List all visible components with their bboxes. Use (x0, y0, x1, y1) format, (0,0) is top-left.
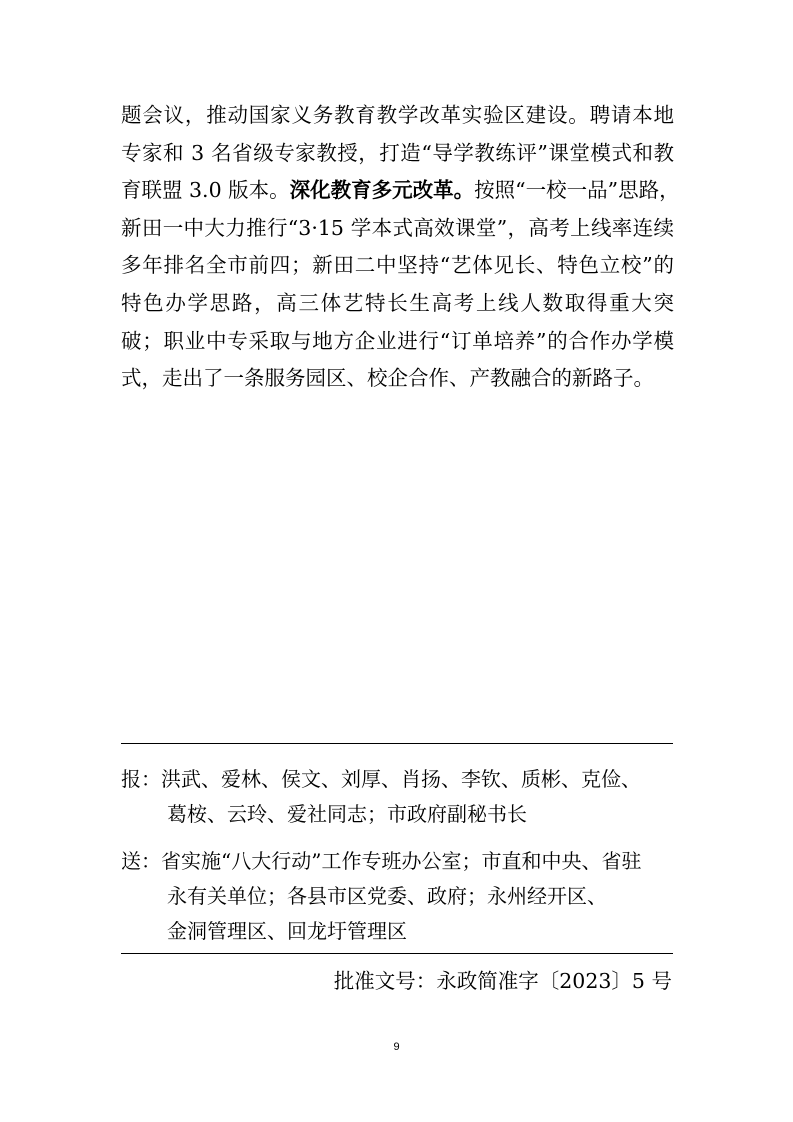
send-block (121, 844, 681, 949)
report-label: 报： (121, 767, 161, 791)
report-recipients: 洪武、爱林、侯文、刘厚、肖扬、李钦、质彬、克俭、 (161, 767, 641, 791)
body-paragraph (121, 97, 681, 398)
paragraph-line-text: 按照“一校一品”思路， (474, 178, 680, 203)
report-row (121, 762, 681, 797)
send-row (121, 844, 681, 879)
paragraph-line: 多年排名全市前四；新田二中坚持“艺体见长、特色立校”的 (121, 253, 674, 278)
paragraph-line: 题会议，推动国家义务教育教学改革实验区建设。聘请本地 (121, 103, 674, 127)
paragraph-line: 新田一中大力推行“3·15 学本式高效课堂”，高考上线率连续 (121, 215, 674, 240)
send-row-continued: 金洞管理区、回龙圩管理区 (167, 919, 407, 943)
report-block (121, 762, 681, 832)
send-row-continued: 永有关单位；各县市区党委、政府；永州经开区、 (167, 884, 607, 908)
report-row-continued: 葛桉、云玲、爱社同志；市政府副秘书长 (167, 802, 527, 826)
paragraph-line: 专家和 3 名省级专家教授，打造“导学教练评”课堂模式和教 (121, 140, 674, 165)
divider-bottom (121, 953, 673, 954)
send-label: 送： (121, 849, 161, 873)
paragraph-line: 特色办学思路，高三体艺特长生高考上线人数取得重大突 (121, 290, 674, 315)
paragraph-line-text: 育联盟 3.0 版本。 (121, 178, 290, 203)
divider-top (121, 743, 673, 744)
paragraph-line: 式，走出了一条服务园区、校企合作、产教融合的新路子。 (121, 366, 654, 391)
paragraph-line: 破；职业中专采取与地方企业进行“订单培养”的合作办学模 (121, 328, 674, 353)
send-recipients: 省实施“八大行动”工作专班办公室；市直和中央、省驻 (161, 849, 642, 873)
bold-heading-inline: 深化教育多元改革。 (289, 178, 475, 203)
approval-number: 批准文号：永政简准字〔2023〕5 号 (333, 969, 672, 993)
paragraph-line (121, 172, 681, 210)
page-number: 9 (393, 1041, 400, 1053)
